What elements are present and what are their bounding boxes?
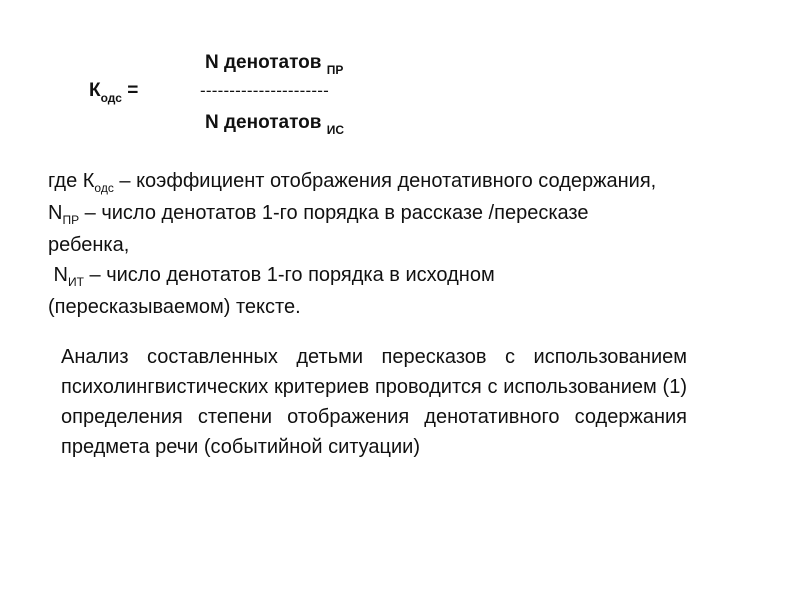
numerator-text: N денотатов bbox=[205, 52, 327, 73]
legend-line-2-text: – число денотатов 1-го порядка в рассказе /пересказе bbox=[79, 202, 589, 224]
legend-line-2-symbol: N bbox=[48, 202, 63, 224]
legend-line-1-subscript: одс bbox=[94, 181, 114, 195]
legend-line-5: (пересказываемом) тексте. bbox=[48, 296, 301, 318]
lhs-subscript: одс bbox=[100, 91, 122, 105]
denominator-text: N денотатов bbox=[205, 112, 327, 133]
formula-numerator bbox=[205, 52, 343, 75]
legend-line-4-subscript: ИТ bbox=[68, 275, 84, 289]
denominator-subscript: ИС bbox=[326, 123, 345, 137]
formula-legend bbox=[48, 166, 748, 322]
legend-line-2-subscript: ПР bbox=[62, 213, 80, 227]
numerator-subscript: ПР bbox=[326, 63, 344, 77]
analysis-paragraph: Анализ составленных детьми пересказов с использованием психолингвистических критериев проводится с использованием (1) определения степени отображения денотативного содержания предмета речи (событийной ситуации) bbox=[61, 346, 687, 458]
legend-line-1-text: – коэффициент отображения денотативного содержания, bbox=[113, 170, 657, 192]
legend-line-1 bbox=[48, 166, 748, 198]
lhs-equals: = bbox=[121, 80, 139, 101]
legend-line-4-symbol: N bbox=[48, 264, 68, 286]
legend-line-3: ребенка, bbox=[48, 234, 130, 256]
formula bbox=[0, 0, 800, 150]
formula-lhs bbox=[89, 80, 138, 103]
lhs-symbol: К bbox=[89, 80, 101, 101]
legend-line-4-text: – число денотатов 1-го порядка в исходном bbox=[83, 264, 495, 286]
legend-line-4 bbox=[48, 260, 748, 292]
formula-denominator bbox=[205, 112, 344, 135]
legend-line-1-prefix: где К bbox=[48, 170, 95, 192]
legend-line-2 bbox=[48, 198, 748, 230]
fraction-line: ---------------------- bbox=[200, 81, 329, 100]
